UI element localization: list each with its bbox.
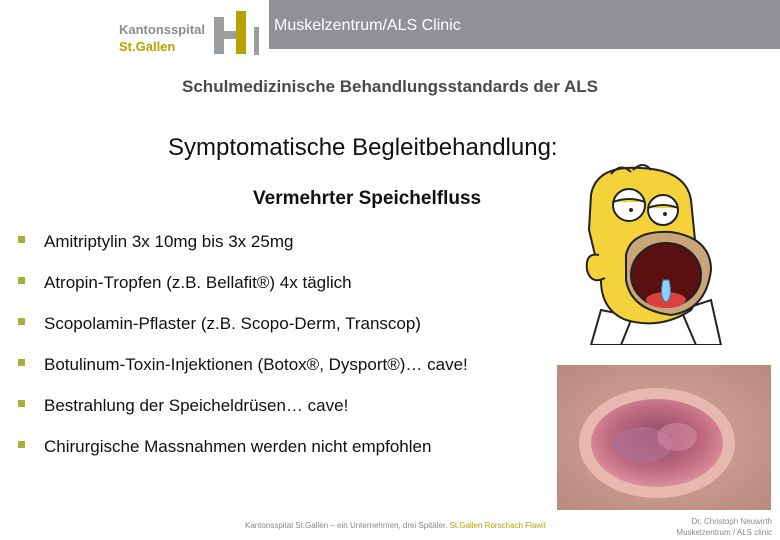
bullet-text: Scopolamin-Pflaster (z.B. Scopo-Derm, Transcop) <box>44 314 421 333</box>
square-bullet-icon <box>18 236 25 243</box>
square-bullet-icon <box>18 441 25 448</box>
hospital-logo-mark-icon <box>214 11 270 55</box>
drooling-cartoon-illustration <box>571 160 731 345</box>
bullet-text: Botulinum-Toxin-Injektionen (Botox®, Dysport®)… cave! <box>44 355 468 374</box>
square-bullet-icon <box>18 400 25 407</box>
footer <box>245 521 546 530</box>
bullet-text: Amitriptylin 3x 10mg bis 3x 25mg <box>44 232 294 251</box>
header-title: Muskelzentrum/ALS Clinic <box>274 17 461 34</box>
square-bullet-icon <box>18 318 25 325</box>
slide-title: Symptomatische Begleitbehandlung: <box>168 134 558 161</box>
logo-name-line1: Kantonsspital <box>119 22 205 37</box>
slide-subtitle: Schulmedizinische Behandlungsstandards der ALS <box>182 77 598 96</box>
author-unit: Muskelzentrum / ALS clinic <box>676 528 772 537</box>
bullet-text: Bestrahlung der Speicheldrüsen… cave! <box>44 396 349 415</box>
bullet-text: Chirurgische Massnahmen werden nicht empfohlen <box>44 437 432 456</box>
logo-name-line2: St.Gallen <box>119 39 176 54</box>
square-bullet-icon <box>18 359 25 366</box>
footer-sites: St.Gallen Rorschach Flawil <box>449 521 546 530</box>
hospital-logo <box>119 21 219 55</box>
author-name: Dr. Christoph Neuwirth <box>691 517 772 526</box>
bullet-text: Atropin-Tropfen (z.B. Bellafit®) 4x täglich <box>44 273 352 292</box>
square-bullet-icon <box>18 277 25 284</box>
author-block <box>676 516 772 538</box>
section-heading: Vermehrter Speichelfluss <box>253 188 482 209</box>
open-mouth-photo <box>557 365 771 510</box>
footer-text: Kantonsspital St.Gallen – ein Unternehmen, drei Spitäler. <box>245 521 448 530</box>
